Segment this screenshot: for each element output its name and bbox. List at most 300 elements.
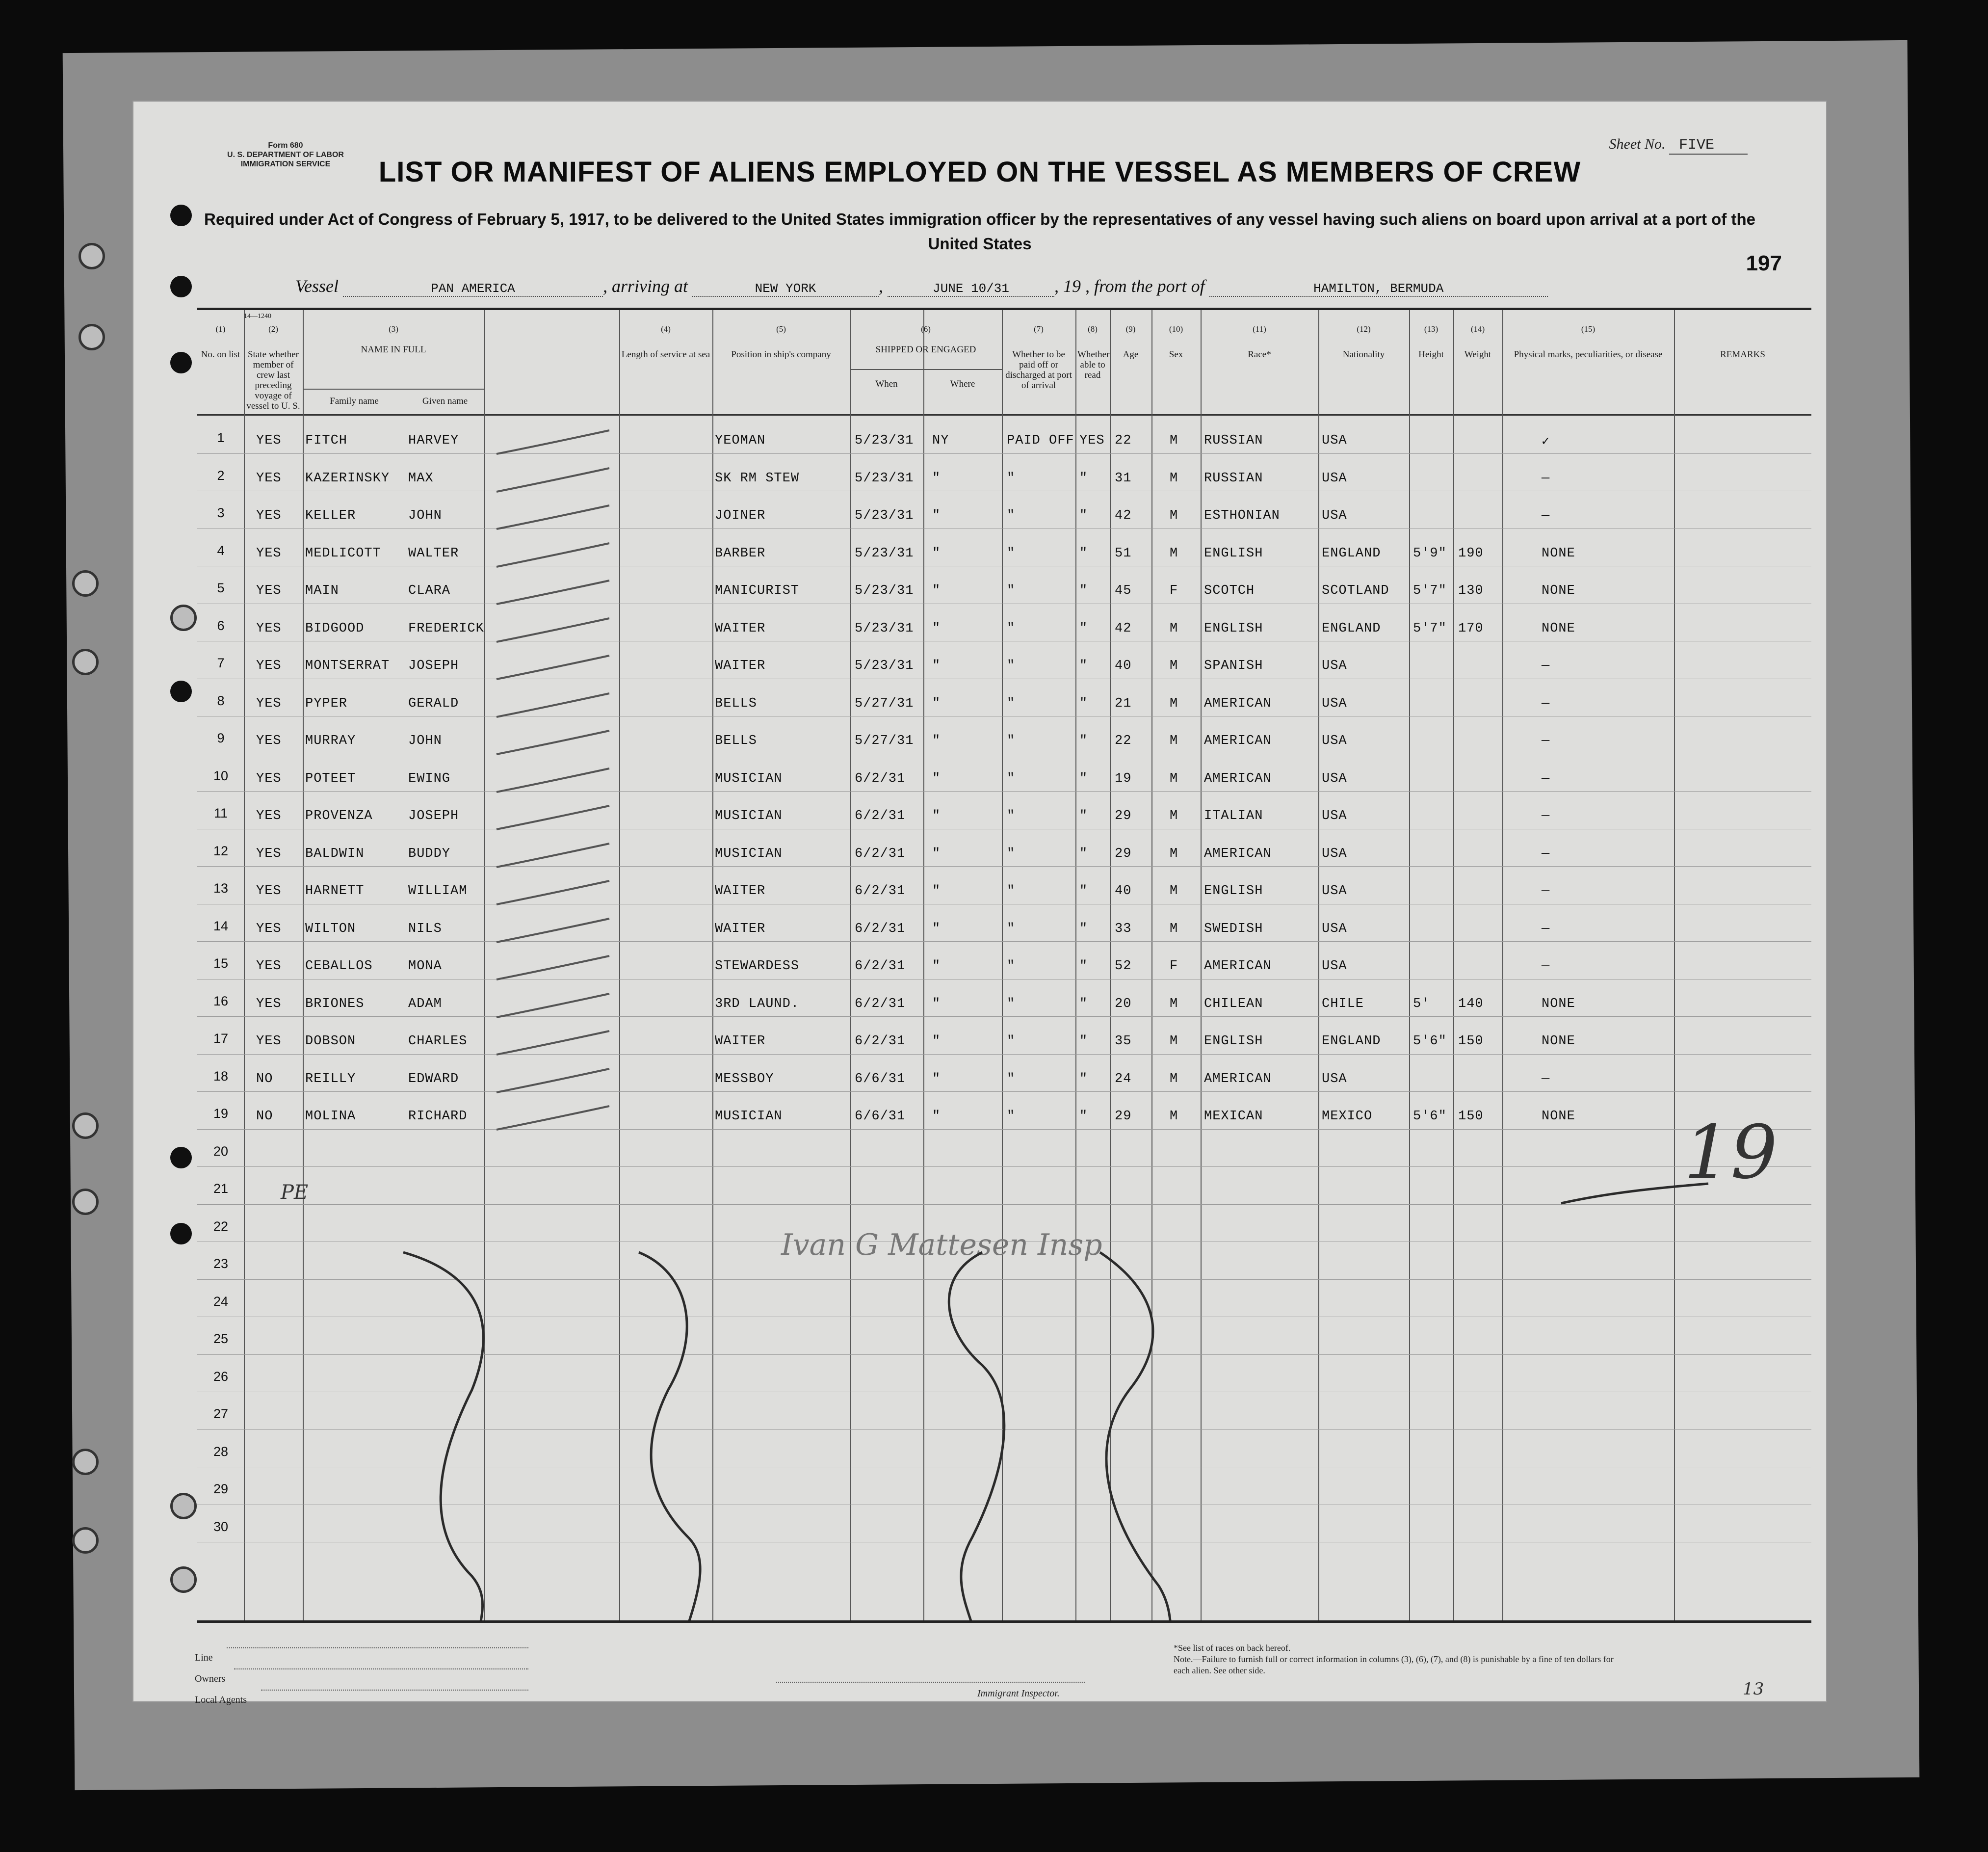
cell-race: RUSSIAN <box>1204 433 1263 448</box>
subheader-where: Where <box>950 379 975 389</box>
cell-read: " <box>1079 696 1088 711</box>
cell-marks: — <box>1542 771 1550 786</box>
cell-read: " <box>1079 659 1088 673</box>
binder-hole <box>72 1189 99 1215</box>
binder-hole <box>72 649 99 675</box>
row-number: 28 <box>213 1444 229 1459</box>
cell-family: MOLINA <box>305 1109 356 1124</box>
cell-given: JOHN <box>408 508 442 523</box>
cell-paid: " <box>1007 471 1016 486</box>
cell-read: " <box>1079 846 1088 861</box>
cell-read: " <box>1079 1034 1088 1049</box>
cell-read: " <box>1079 546 1088 561</box>
cell-sex: M <box>1170 659 1178 673</box>
cell-age: 33 <box>1115 921 1132 936</box>
departure-port: HAMILTON, BERMUDA <box>1209 281 1548 297</box>
column-number: (3) <box>389 324 398 334</box>
cell-given: BUDDY <box>408 846 451 861</box>
cell-age: 29 <box>1115 846 1132 861</box>
line-label: Line <box>195 1652 213 1663</box>
local-agents-label: Local Agents <box>195 1694 247 1705</box>
cell-given: HARVEY <box>408 433 459 448</box>
cell-marks: NONE <box>1542 546 1575 561</box>
subheader-given: Given name <box>422 396 468 406</box>
cell-marks: — <box>1542 734 1550 748</box>
cell-given: GERALD <box>408 696 459 711</box>
cell-nat: USA <box>1322 884 1347 899</box>
cell-read: " <box>1079 996 1088 1011</box>
cell-nat: USA <box>1322 846 1347 861</box>
cell-where: " <box>932 771 941 786</box>
cell-age: 52 <box>1115 959 1132 974</box>
column-number: (9) <box>1125 324 1136 334</box>
row-number: 8 <box>217 693 225 708</box>
row-number: 3 <box>217 505 225 520</box>
cell-given: CLARA <box>408 583 451 598</box>
cell-weight: 130 <box>1458 583 1484 598</box>
cell-read: " <box>1079 1071 1088 1086</box>
arrival-port: NEW YORK <box>692 281 879 297</box>
binder-hole <box>72 1449 99 1475</box>
column-header: Whether able to read <box>1077 349 1110 380</box>
page-title: LIST OR MANIFEST OF ALIENS EMPLOYED ON THE VESSEL AS MEMBERS OF CREW <box>378 156 1581 188</box>
cell-race: RUSSIAN <box>1204 471 1263 486</box>
binder-hole <box>72 1112 99 1139</box>
cell-nat: CHILE <box>1322 996 1364 1011</box>
cell-race: ENGLISH <box>1204 621 1263 636</box>
cell-marks: — <box>1542 846 1550 861</box>
row-number: 2 <box>217 468 225 483</box>
cell-sex: M <box>1170 1071 1178 1086</box>
row-number: 24 <box>213 1294 229 1309</box>
cell-race: AMERICAN <box>1204 959 1272 974</box>
cell-read: " <box>1079 771 1088 786</box>
cell-sex: M <box>1170 884 1178 899</box>
cell-paid: PAID OFF <box>1007 433 1074 448</box>
cell-marks: NONE <box>1542 996 1575 1011</box>
column-number: (15) <box>1581 324 1596 334</box>
cell-marks: — <box>1542 921 1550 936</box>
cell-sex: M <box>1170 621 1178 636</box>
cell-marks: — <box>1542 659 1550 673</box>
cell-paid: " <box>1007 846 1016 861</box>
column-header: Race* <box>1248 349 1271 360</box>
column-number: (13) <box>1424 324 1439 334</box>
inspector-field <box>776 1682 1085 1683</box>
cell-marks: — <box>1542 959 1550 974</box>
row-number: 25 <box>213 1331 229 1346</box>
cell-race: SPANISH <box>1204 659 1263 673</box>
column-number: (7) <box>1034 324 1044 334</box>
cell-prev: YES <box>256 771 282 786</box>
cell-family: PROVENZA <box>305 809 373 823</box>
cell-position: MUSICIAN <box>715 809 783 823</box>
column-header: Height <box>1418 349 1444 360</box>
cell-position: MUSICIAN <box>715 771 783 786</box>
cell-paid: " <box>1007 659 1016 673</box>
row-number: 13 <box>213 881 229 896</box>
cell-where: " <box>932 471 941 486</box>
form-stamp: 14—1240 <box>244 313 271 320</box>
cell-family: WILTON <box>305 921 356 936</box>
row-number: 18 <box>213 1068 229 1084</box>
cell-nat: USA <box>1322 959 1347 974</box>
cell-prev: YES <box>256 621 282 636</box>
binder-hole <box>72 1527 99 1554</box>
manifest-table <box>197 308 1811 1623</box>
cell-read: " <box>1079 471 1088 486</box>
cell-race: AMERICAN <box>1204 734 1272 748</box>
row-number: 19 <box>213 1106 229 1121</box>
cell-prev: YES <box>256 433 282 448</box>
cell-family: KELLER <box>305 508 356 523</box>
row-number: 10 <box>213 768 229 783</box>
cell-position: WAITER <box>715 621 766 636</box>
cell-read: " <box>1079 508 1088 523</box>
binder-hole <box>170 605 197 631</box>
row-number: 17 <box>213 1031 229 1046</box>
row-number: 11 <box>213 806 228 820</box>
cell-nat: USA <box>1322 1071 1347 1086</box>
column-header: SHIPPED OR ENGAGED <box>875 344 976 355</box>
cell-where: " <box>932 959 941 974</box>
cell-marks: — <box>1542 696 1550 711</box>
column-number: (4) <box>661 324 671 334</box>
cell-read: " <box>1079 809 1088 823</box>
cell-when: 5/23/31 <box>855 508 914 523</box>
binder-hole <box>78 324 105 350</box>
cell-position: BARBER <box>715 546 766 561</box>
cell-height: 5'6" <box>1413 1034 1447 1049</box>
cell-when: 6/2/31 <box>855 809 906 823</box>
cell-marks: NONE <box>1542 621 1575 636</box>
cell-family: POTEET <box>305 771 356 786</box>
cell-nat: USA <box>1322 696 1347 711</box>
cell-where: " <box>932 546 941 561</box>
column-number: (6) <box>921 324 931 334</box>
cell-marks: NONE <box>1542 1109 1575 1124</box>
cell-given: FREDERICK <box>408 621 484 636</box>
corner-mark: 13 <box>1743 1679 1764 1699</box>
agents-field <box>261 1690 528 1691</box>
cell-when: 6/2/31 <box>855 884 906 899</box>
cell-age: 42 <box>1115 508 1132 523</box>
cell-sex: M <box>1170 809 1178 823</box>
cell-race: SWEDISH <box>1204 921 1263 936</box>
column-header: No. on list <box>201 349 240 360</box>
row-number: 6 <box>217 618 225 633</box>
cell-age: 22 <box>1115 734 1132 748</box>
cell-prev: NO <box>256 1109 273 1124</box>
owners-field <box>234 1668 528 1669</box>
cell-family: MURRAY <box>305 734 356 748</box>
column-header: Position in ship's company <box>731 349 831 360</box>
cell-paid: " <box>1007 546 1016 561</box>
cell-race: AMERICAN <box>1204 696 1272 711</box>
vessel-name: PAN AMERICA <box>343 281 603 297</box>
cell-prev: YES <box>256 546 282 561</box>
column-header: Nationality <box>1342 349 1385 360</box>
cell-family: KAZERINSKY <box>305 471 390 486</box>
cell-age: 35 <box>1115 1034 1132 1049</box>
cell-prev: YES <box>256 508 282 523</box>
cell-age: 22 <box>1115 433 1132 448</box>
cell-read: YES <box>1079 433 1105 448</box>
binder-hole <box>170 1493 197 1519</box>
cell-when: 6/2/31 <box>855 1034 906 1049</box>
cell-age: 29 <box>1115 809 1132 823</box>
cell-family: MAIN <box>305 583 339 598</box>
cell-given: JOSEPH <box>408 659 459 673</box>
cell-race: ITALIAN <box>1204 809 1263 823</box>
column-header: Physical marks, peculiarities, or disease <box>1514 349 1663 360</box>
cell-paid: " <box>1007 508 1016 523</box>
cell-when: 6/2/31 <box>855 996 906 1011</box>
cell-position: WAITER <box>715 659 766 673</box>
row-number: 22 <box>213 1218 229 1234</box>
cell-nat: ENGLAND <box>1322 1034 1381 1049</box>
cell-race: CHILEAN <box>1204 996 1263 1011</box>
cell-given: EDWARD <box>408 1071 459 1086</box>
cell-prev: YES <box>256 659 282 673</box>
binder-hole <box>170 352 192 373</box>
cell-nat: USA <box>1322 433 1347 448</box>
cell-position: YEOMAN <box>715 433 766 448</box>
cell-nat: ENGLAND <box>1322 621 1381 636</box>
cell-position: BELLS <box>715 734 758 748</box>
cell-marks: ✓ <box>1542 435 1550 450</box>
cell-when: 6/2/31 <box>855 921 906 936</box>
cell-read: " <box>1079 921 1088 936</box>
row-number: 30 <box>213 1519 229 1534</box>
cell-sex: M <box>1170 734 1178 748</box>
cell-sex: M <box>1170 471 1178 486</box>
row-number: 12 <box>213 843 229 858</box>
cell-age: 31 <box>1115 471 1132 486</box>
cell-paid: " <box>1007 959 1016 974</box>
cell-where: " <box>932 659 941 673</box>
binder-hole <box>170 1147 192 1168</box>
cell-race: ENGLISH <box>1204 546 1263 561</box>
cell-prev: YES <box>256 696 282 711</box>
form-id: Form 680 U. S. DEPARTMENT OF LABOR IMMIGRATION SERVICE <box>227 141 344 168</box>
column-header: State whether member of crew last preceding voyage of vessel to U. S. <box>246 349 300 411</box>
binder-hole <box>72 570 99 597</box>
cell-read: " <box>1079 1109 1088 1124</box>
cell-family: MEDLICOTT <box>305 546 381 561</box>
cell-when: 6/6/31 <box>855 1071 906 1086</box>
cell-read: " <box>1079 583 1088 598</box>
cell-position: WAITER <box>715 884 766 899</box>
cell-marks: — <box>1542 508 1550 523</box>
cell-given: CHARLES <box>408 1034 468 1049</box>
row-number: 23 <box>213 1256 229 1271</box>
cell-where: " <box>932 508 941 523</box>
pe-annotation: PE <box>281 1181 309 1204</box>
cell-sex: F <box>1170 583 1178 598</box>
cell-position: STEWARDESS <box>715 959 800 974</box>
cell-given: WILLIAM <box>408 884 468 899</box>
binder-hole <box>170 1223 192 1244</box>
owners-label: Owners <box>195 1673 226 1684</box>
cell-race: AMERICAN <box>1204 846 1272 861</box>
cell-given: JOHN <box>408 734 442 748</box>
cell-nat: ENGLAND <box>1322 546 1381 561</box>
cell-nat: USA <box>1322 809 1347 823</box>
cell-race: SCOTCH <box>1204 583 1255 598</box>
cell-race: ENGLISH <box>1204 884 1263 899</box>
cell-height: 5' <box>1413 996 1430 1011</box>
row-number: 4 <box>217 543 225 558</box>
row-number: 7 <box>217 656 225 670</box>
cell-read: " <box>1079 884 1088 899</box>
cell-position: MUSICIAN <box>715 1109 783 1124</box>
row-number: 26 <box>213 1369 229 1384</box>
cell-family: REILLY <box>305 1071 356 1086</box>
cell-paid: " <box>1007 734 1016 748</box>
vessel-line: Vessel PAN AMERICA , arriving at NEW YORK , JUNE 10/31 , 19 , from the port of HAMILTON, BERMUDA <box>295 276 1548 297</box>
cell-sex: M <box>1170 921 1178 936</box>
cell-family: MONTSERRAT <box>305 659 390 673</box>
cell-where: " <box>932 996 941 1011</box>
row-number: 20 <box>213 1143 229 1159</box>
cell-when: 5/23/31 <box>855 659 914 673</box>
cell-paid: " <box>1007 1034 1016 1049</box>
cell-age: 40 <box>1115 659 1132 673</box>
row-number: 15 <box>213 956 229 971</box>
column-header: Sex <box>1169 349 1183 360</box>
cell-where: " <box>932 1034 941 1049</box>
strike-squiggles <box>197 310 1811 1620</box>
column-header: Whether to be paid off or discharged at port of arrival <box>1005 349 1072 391</box>
cell-age: 42 <box>1115 621 1132 636</box>
cell-sex: M <box>1170 996 1178 1011</box>
cell-sex: M <box>1170 1034 1178 1049</box>
cell-nat: USA <box>1322 921 1347 936</box>
cell-when: 6/2/31 <box>855 771 906 786</box>
cell-position: MESSBOY <box>715 1071 774 1086</box>
cell-sex: M <box>1170 508 1178 523</box>
cell-given: WALTER <box>408 546 459 561</box>
cell-nat: SCOTLAND <box>1322 583 1389 598</box>
cell-read: " <box>1079 621 1088 636</box>
subheader-family: Family name <box>330 396 379 406</box>
cell-read: " <box>1079 959 1088 974</box>
cell-family: PYPER <box>305 696 348 711</box>
cell-family: DOBSON <box>305 1034 356 1049</box>
cell-prev: YES <box>256 583 282 598</box>
cell-where: " <box>932 621 941 636</box>
cell-sex: M <box>1170 771 1178 786</box>
cell-family: BRIONES <box>305 996 365 1011</box>
cell-where: NY <box>932 433 949 448</box>
cell-position: WAITER <box>715 921 766 936</box>
cell-prev: YES <box>256 1034 282 1049</box>
cell-read: " <box>1079 734 1088 748</box>
row-number: 16 <box>213 993 229 1008</box>
column-number: (2) <box>268 324 278 334</box>
footer-note: *See list of races on back hereof. Note.—Failure to furnish full or correct information in columns (3), (6), (7), and (8) is punishable by a fine of ten dollars for each alien. See other side. <box>1174 1643 1614 1675</box>
cell-sex: M <box>1170 846 1178 861</box>
column-number: (5) <box>776 324 786 334</box>
cell-weight: 150 <box>1458 1109 1484 1124</box>
cell-paid: " <box>1007 583 1016 598</box>
cell-where: " <box>932 884 941 899</box>
cell-sex: M <box>1170 1109 1178 1124</box>
cell-when: 5/23/31 <box>855 546 914 561</box>
cell-given: EWING <box>408 771 451 786</box>
cell-height: 5'6" <box>1413 1109 1447 1124</box>
column-header: Age <box>1123 349 1139 360</box>
cell-family: BIDGOOD <box>305 621 365 636</box>
cell-prev: YES <box>256 471 282 486</box>
cell-where: " <box>932 1109 941 1124</box>
cell-sex: M <box>1170 696 1178 711</box>
cell-nat: USA <box>1322 771 1347 786</box>
cell-prev: YES <box>256 921 282 936</box>
cell-race: AMERICAN <box>1204 1071 1272 1086</box>
cell-family: FITCH <box>305 433 348 448</box>
cell-position: MANICURIST <box>715 583 800 598</box>
cell-where: " <box>932 846 941 861</box>
sheet-number: Sheet No. FIVE <box>1609 136 1748 155</box>
binder-hole <box>170 276 192 297</box>
binder-hole <box>170 1566 197 1593</box>
cell-nat: MEXICO <box>1322 1109 1373 1124</box>
cell-paid: " <box>1007 1109 1016 1124</box>
cell-prev: NO <box>256 1071 273 1086</box>
row-number: 29 <box>213 1482 229 1496</box>
cell-position: SK RM STEW <box>715 471 800 486</box>
column-header: NAME IN FULL <box>361 344 426 355</box>
column-number: (10) <box>1169 324 1183 334</box>
cell-given: MAX <box>408 471 434 486</box>
cell-marks: — <box>1542 471 1550 486</box>
cell-paid: " <box>1007 771 1016 786</box>
cell-age: 19 <box>1115 771 1132 786</box>
cell-race: MEXICAN <box>1204 1109 1263 1124</box>
row-number: 21 <box>213 1181 229 1196</box>
cell-where: " <box>932 583 941 598</box>
cell-paid: " <box>1007 1071 1016 1086</box>
cell-paid: " <box>1007 884 1016 899</box>
row-number: 14 <box>213 918 229 933</box>
cell-when: 5/23/31 <box>855 583 914 598</box>
cell-nat: USA <box>1322 659 1347 673</box>
cell-position: MUSICIAN <box>715 846 783 861</box>
cell-when: 6/2/31 <box>855 959 906 974</box>
cell-position: BELLS <box>715 696 758 711</box>
cell-paid: " <box>1007 921 1016 936</box>
cell-when: 5/27/31 <box>855 696 914 711</box>
cell-height: 5'7" <box>1413 583 1447 598</box>
binder-hole <box>170 681 192 702</box>
cell-age: 45 <box>1115 583 1132 598</box>
column-number: (1) <box>215 324 226 334</box>
cell-weight: 170 <box>1458 621 1484 636</box>
cell-position: JOINER <box>715 508 766 523</box>
cell-marks: NONE <box>1542 583 1575 598</box>
column-header: Length of service at sea <box>621 349 710 360</box>
cell-marks: — <box>1542 884 1550 899</box>
arrival-date: JUNE 10/31 <box>888 281 1054 297</box>
cell-height: 5'7" <box>1413 621 1447 636</box>
cell-where: " <box>932 809 941 823</box>
cell-sex: M <box>1170 433 1178 448</box>
cell-age: 29 <box>1115 1109 1132 1124</box>
row-number: 1 <box>217 430 225 445</box>
cell-where: " <box>932 1071 941 1086</box>
